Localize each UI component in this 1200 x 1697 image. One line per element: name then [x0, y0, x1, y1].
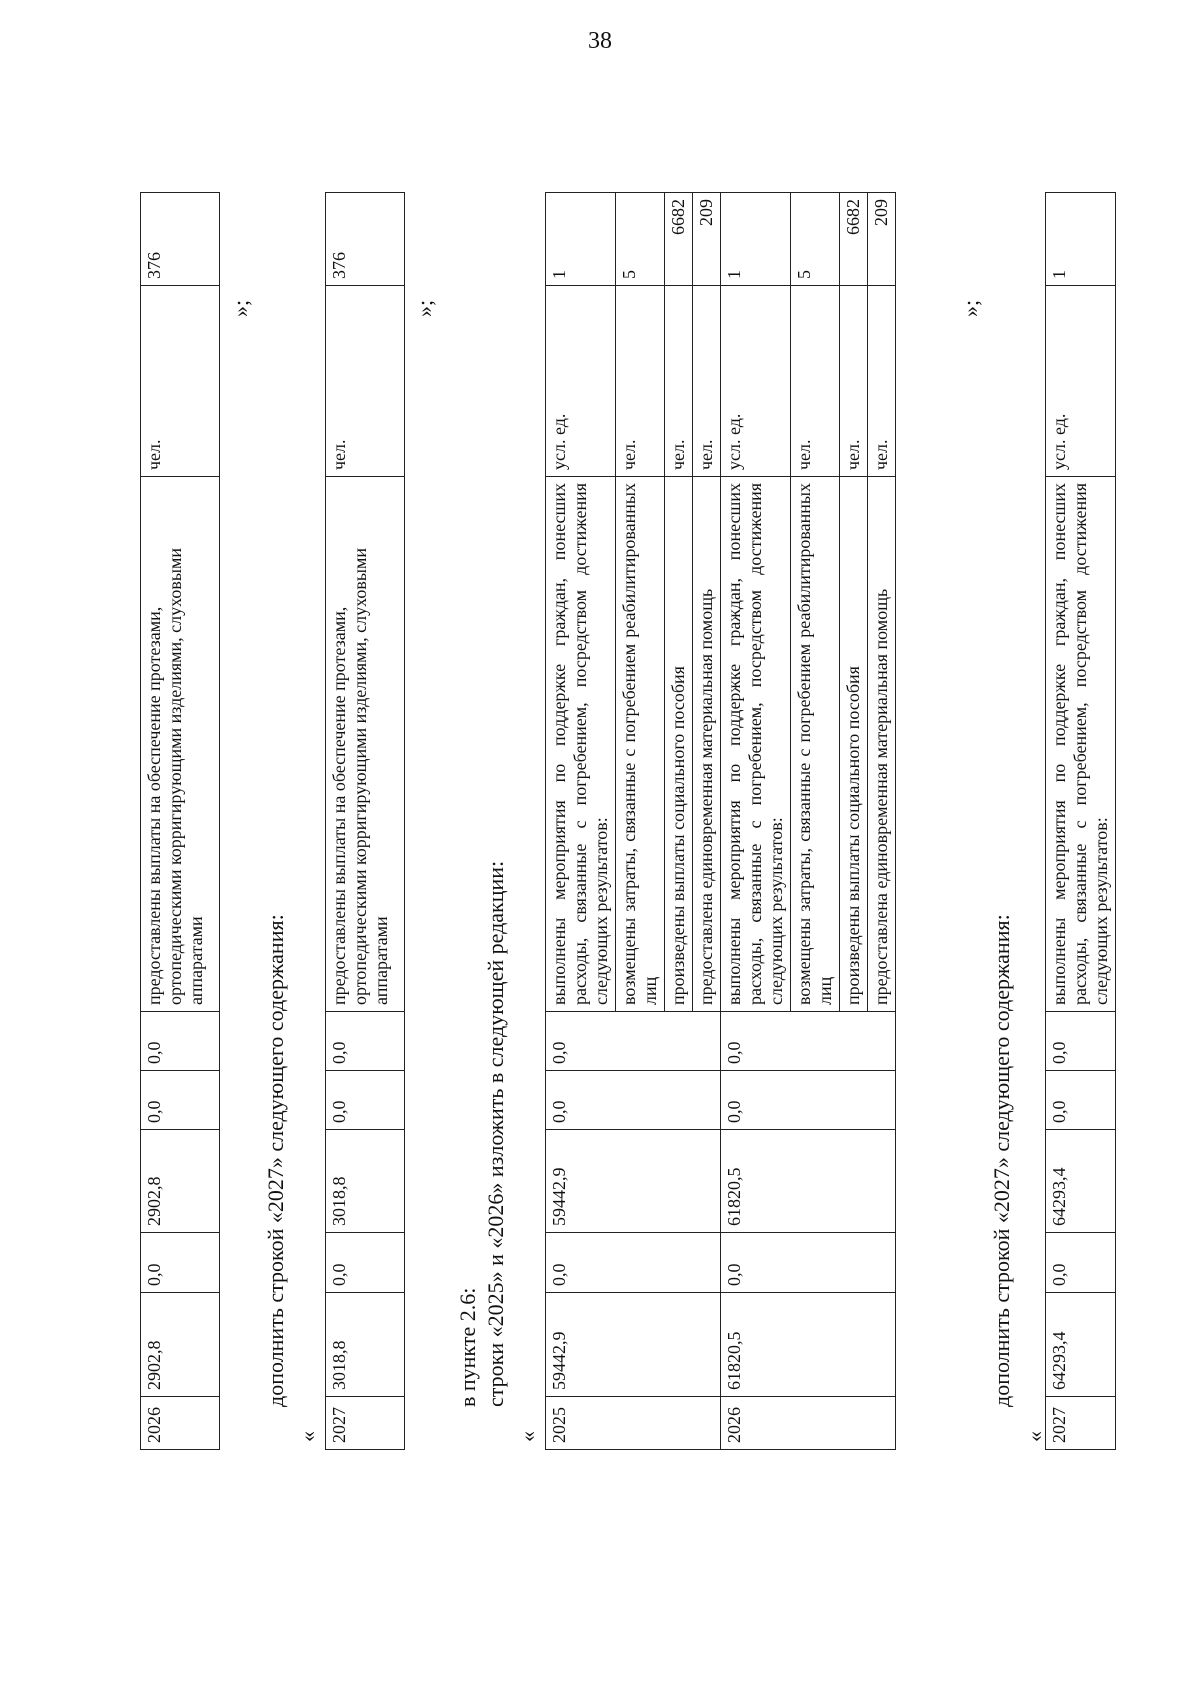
result-description: предоставлены выплаты на обеспечение протезами, ортопедическими корригирующими изделиями, слуховыми аппаратами: [141, 477, 220, 1012]
amount-cell: 0,0: [141, 1012, 220, 1071]
result-description: предоставлена единовременная материальная помощь: [868, 477, 896, 1012]
unit-cell: чел.: [693, 286, 721, 477]
amount-cell: 0,0: [546, 1012, 721, 1071]
instruction-add-2027: дополнить строкой «2027» следующего содержания:: [263, 914, 288, 1407]
unit-cell: чел.: [616, 286, 665, 477]
year-cell: 2026: [141, 1397, 220, 1450]
year-cell: 2027: [1046, 1397, 1116, 1450]
instruction-item-2-6: в пункте 2.6:: [455, 1287, 480, 1407]
amount-cell: 2902,8: [141, 1130, 220, 1233]
value-cell: 376: [326, 193, 405, 286]
value-cell: 5: [791, 193, 840, 286]
table-row: [1046, 193, 1116, 1450]
amount-cell: 64293,4: [1046, 1130, 1116, 1233]
closing-quote: »;: [958, 299, 983, 317]
amount-cell: 0,0: [721, 1233, 896, 1293]
amount-cell: 0,0: [1046, 1233, 1116, 1293]
amount-cell: 0,0: [1046, 1012, 1116, 1071]
table-2026-prosthetics: [140, 192, 220, 1450]
amount-cell: 61820,5: [721, 1293, 896, 1397]
result-description: выполнены мероприятия по поддержке граждан, понесших расходы, связанные с погребением, посредством достижения следующих результатов:: [546, 477, 616, 1012]
closing-quote: »;: [412, 299, 437, 317]
unit-cell: чел.: [665, 286, 693, 477]
value-cell: 6682: [665, 193, 693, 286]
result-description: предоставлены выплаты на обеспечение протезами, ортопедическими корригирующими изделиями, слуховыми аппаратами: [326, 477, 405, 1012]
value-cell: 5: [616, 193, 665, 286]
amount-cell: 0,0: [721, 1071, 896, 1130]
result-description: произведены выплаты социального пособия: [665, 477, 693, 1012]
year-cell: 2025: [546, 1397, 721, 1450]
opening-quote: «: [295, 1431, 320, 1442]
result-description: выполнены мероприятия по поддержке граждан, понесших расходы, связанные с погребением, посредством достижения следующих результатов:: [1046, 477, 1116, 1012]
amount-cell: 0,0: [1046, 1071, 1116, 1130]
amount-cell: 59442,9: [546, 1293, 721, 1397]
amount-cell: 3018,8: [326, 1130, 405, 1233]
table-row: [141, 193, 220, 1450]
unit-cell: усл. ед.: [546, 286, 616, 477]
value-cell: 1: [1046, 193, 1116, 286]
year-cell: 2026: [721, 1397, 896, 1450]
unit-cell: усл. ед.: [1046, 286, 1116, 477]
amount-cell: 0,0: [141, 1233, 220, 1293]
instruction-add-2027-second: дополнить строкой «2027» следующего содержания:: [989, 914, 1014, 1407]
opening-quote: «: [515, 1431, 540, 1442]
value-cell: 209: [868, 193, 896, 286]
closing-quote: »;: [228, 299, 253, 317]
amount-cell: 0,0: [326, 1233, 405, 1293]
amount-cell: 0,0: [546, 1233, 721, 1293]
table-row: [721, 193, 791, 1450]
table-2025-2026-burial-support: [545, 192, 896, 1450]
year-cell: 2027: [326, 1397, 405, 1450]
page-number: 38: [588, 28, 612, 54]
opening-quote: «: [1022, 1431, 1047, 1442]
unit-cell: чел.: [791, 286, 840, 477]
value-cell: 1: [721, 193, 791, 286]
amount-cell: 0,0: [326, 1071, 405, 1130]
amount-cell: 61820,5: [721, 1130, 896, 1233]
unit-cell: чел.: [840, 286, 868, 477]
unit-cell: чел.: [326, 286, 405, 477]
unit-cell: чел.: [141, 286, 220, 477]
amount-cell: 0,0: [326, 1012, 405, 1071]
result-description: выполнены мероприятия по поддержке граждан, понесших расходы, связанные с погребением, посредством достижения следующих результатов:: [721, 477, 791, 1012]
result-description: возмещены затраты, связанные с погребением реабилитированных лиц: [616, 477, 665, 1012]
amount-cell: 64293,4: [1046, 1293, 1116, 1397]
result-description: произведены выплаты социального пособия: [840, 477, 868, 1012]
instruction-replace-2025-2026: строки «2025» и «2026» изложить в следующей редакции:: [483, 860, 508, 1407]
value-cell: 209: [693, 193, 721, 286]
amount-cell: 0,0: [141, 1071, 220, 1130]
unit-cell: усл. ед.: [721, 286, 791, 477]
table-2027-burial-support: [1045, 192, 1116, 1450]
result-description: предоставлена единовременная материальная помощь: [693, 477, 721, 1012]
value-cell: 6682: [840, 193, 868, 286]
amount-cell: 59442,9: [546, 1130, 721, 1233]
table-row: [546, 193, 616, 1450]
amount-cell: 3018,8: [326, 1293, 405, 1397]
value-cell: 376: [141, 193, 220, 286]
amount-cell: 2902,8: [141, 1293, 220, 1397]
unit-cell: чел.: [868, 286, 896, 477]
result-description: возмещены затраты, связанные с погребением реабилитированных лиц: [791, 477, 840, 1012]
amount-cell: 0,0: [546, 1071, 721, 1130]
table-2027-prosthetics: [325, 192, 405, 1450]
table-row: [326, 193, 405, 1450]
value-cell: 1: [546, 193, 616, 286]
amount-cell: 0,0: [721, 1012, 896, 1071]
